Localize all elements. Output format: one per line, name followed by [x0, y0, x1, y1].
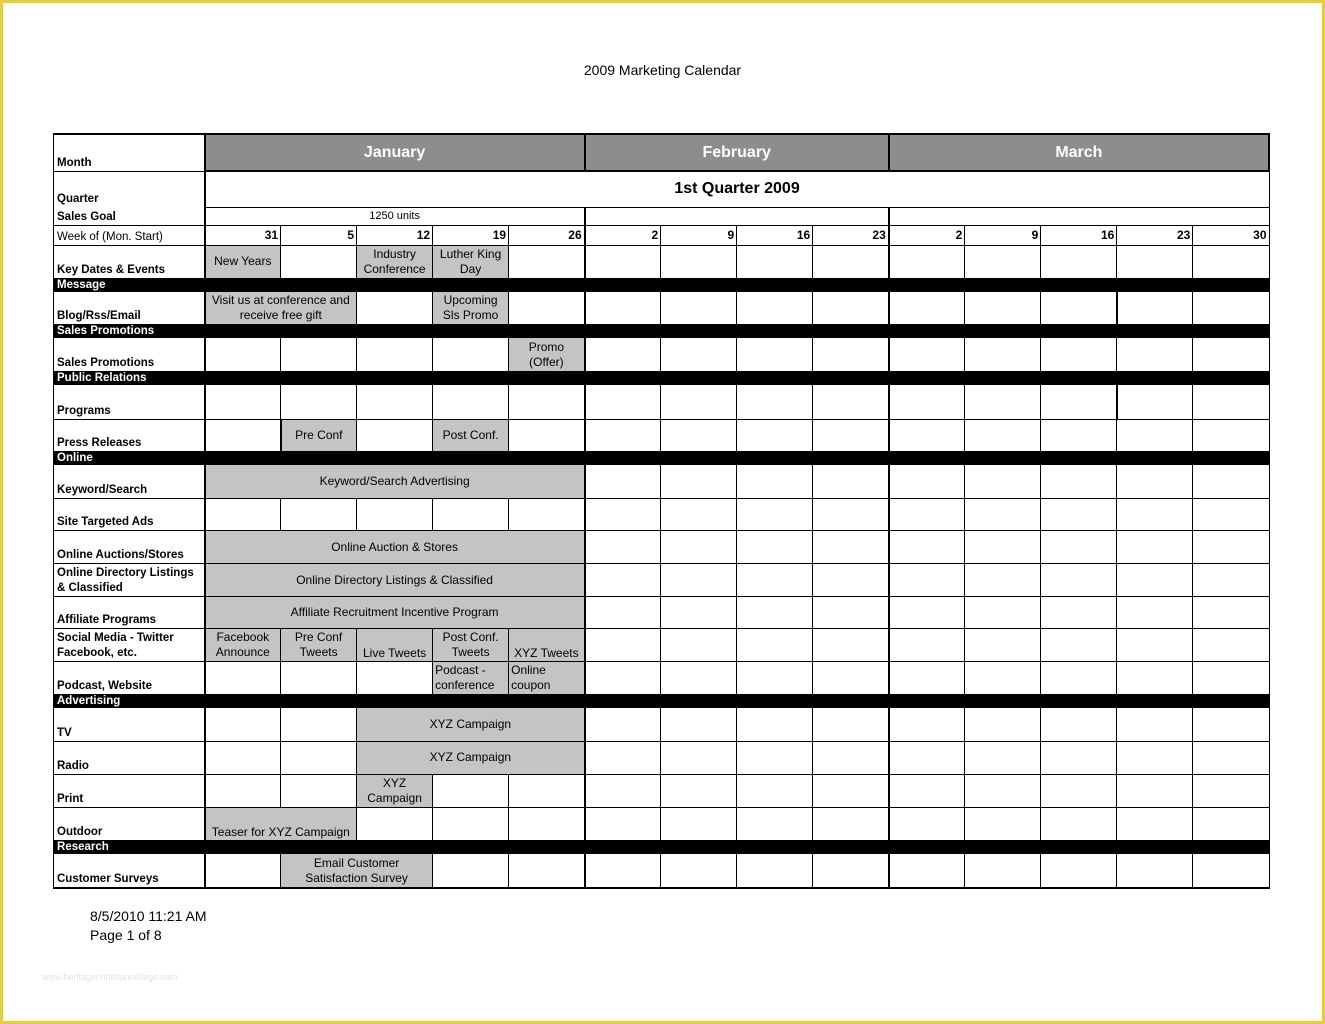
- empty-cell: [433, 338, 509, 372]
- row-label: Programs: [54, 385, 205, 419]
- empty-cell: [357, 808, 433, 841]
- month-label: Month: [54, 134, 205, 171]
- empty-cell: [1041, 292, 1117, 325]
- tv-row: [54, 707, 1270, 741]
- campaign-bar: XYZ Campaign: [357, 741, 585, 774]
- week-cell: 16: [737, 225, 813, 245]
- empty-cell: [509, 385, 585, 419]
- online-directory-row: [54, 564, 1270, 597]
- online-auctions-row: [54, 530, 1270, 563]
- row-label: Key Dates & Events: [54, 245, 205, 278]
- empty-cell: [965, 808, 1041, 841]
- empty-cell: [281, 338, 357, 372]
- empty-cell: [965, 741, 1041, 774]
- section-sales-promotions: Sales Promotions: [54, 325, 1270, 338]
- empty-cell: [1041, 564, 1117, 597]
- empty-cell: [737, 707, 813, 741]
- empty-cell: [585, 597, 661, 629]
- row-label: Blog/Rss/Email: [54, 292, 205, 325]
- campaign-bar: Online Auction & Stores: [205, 530, 585, 563]
- row-label: Radio: [54, 741, 205, 774]
- month-header-january: January: [205, 134, 585, 171]
- empty-cell: [889, 597, 965, 629]
- empty-cell: [813, 498, 889, 530]
- row-label: Customer Surveys: [54, 854, 205, 888]
- empty-cell: [585, 564, 661, 597]
- empty-cell: [205, 741, 281, 774]
- empty-cell: [737, 741, 813, 774]
- section-message: Message: [54, 279, 1270, 292]
- empty-cell: [737, 338, 813, 372]
- empty-cell: [357, 662, 433, 694]
- empty-cell: [585, 741, 661, 774]
- empty-cell: [1041, 597, 1117, 629]
- empty-cell: [357, 292, 433, 325]
- empty-cell: [1117, 292, 1193, 325]
- empty-cell: [1041, 464, 1117, 498]
- row-label: Keyword/Search: [54, 464, 205, 498]
- empty-cell: [889, 629, 965, 662]
- section-row: [54, 451, 1270, 464]
- empty-cell: [1193, 854, 1269, 888]
- empty-cell: [737, 774, 813, 807]
- empty-cell: [585, 854, 661, 888]
- section-row: [54, 279, 1270, 292]
- print-row: [54, 774, 1270, 807]
- empty-cell: [737, 464, 813, 498]
- quarter-value: 1st Quarter 2009: [205, 171, 1269, 207]
- empty-cell: [509, 854, 585, 888]
- row-label: Social Media - Twitter Facebook, etc.: [54, 629, 205, 662]
- empty-cell: [1117, 498, 1193, 530]
- empty-cell: [1117, 741, 1193, 774]
- empty-cell: [1193, 498, 1269, 530]
- section-row: [54, 694, 1270, 707]
- empty-cell: [813, 808, 889, 841]
- empty-cell: [889, 662, 965, 694]
- sales-goal-february: [585, 207, 889, 225]
- empty-cell: [889, 338, 965, 372]
- empty-cell: [281, 662, 357, 694]
- empty-cell: [205, 662, 281, 694]
- week-cell: 31: [205, 225, 281, 245]
- empty-cell: [965, 774, 1041, 807]
- row-label: Online Directory Listings & Classified: [54, 564, 205, 597]
- key-dates-row: [54, 245, 1270, 278]
- empty-cell: [889, 245, 965, 278]
- empty-cell: [965, 419, 1041, 451]
- event-cell: Post Conf. Tweets: [433, 629, 509, 662]
- empty-cell: [1041, 662, 1117, 694]
- quarter-row: [54, 171, 1270, 207]
- week-cell: 9: [965, 225, 1041, 245]
- empty-cell: [1117, 597, 1193, 629]
- empty-cell: [889, 774, 965, 807]
- empty-cell: [205, 854, 281, 888]
- programs-row: [54, 385, 1270, 419]
- empty-cell: [585, 464, 661, 498]
- event-cell: Upcoming Sls Promo: [433, 292, 509, 325]
- row-label: Sales Promotions: [54, 338, 205, 372]
- empty-cell: [965, 292, 1041, 325]
- outdoor-row: [54, 808, 1270, 841]
- empty-cell: [205, 419, 281, 451]
- footer-date: 8/5/2010 11:21 AM: [90, 908, 207, 924]
- empty-cell: [889, 564, 965, 597]
- empty-cell: [889, 464, 965, 498]
- empty-cell: [661, 498, 737, 530]
- empty-cell: [889, 385, 965, 419]
- campaign-bar: Keyword/Search Advertising: [205, 464, 585, 498]
- empty-cell: [1193, 245, 1269, 278]
- empty-cell: [1117, 419, 1193, 451]
- empty-cell: [965, 629, 1041, 662]
- week-cell: 5: [281, 225, 357, 245]
- empty-cell: [737, 662, 813, 694]
- empty-cell: [205, 498, 281, 530]
- empty-cell: [661, 629, 737, 662]
- section-row: [54, 325, 1270, 338]
- empty-cell: [357, 419, 433, 451]
- section-row: [54, 841, 1270, 854]
- row-label: Site Targeted Ads: [54, 498, 205, 530]
- empty-cell: [661, 741, 737, 774]
- empty-cell: [281, 707, 357, 741]
- empty-cell: [965, 597, 1041, 629]
- document-title: 2009 Marketing Calendar: [583, 62, 742, 78]
- empty-cell: [813, 419, 889, 451]
- empty-cell: [1193, 530, 1269, 563]
- empty-cell: [1041, 629, 1117, 662]
- empty-cell: [737, 808, 813, 841]
- empty-cell: [889, 707, 965, 741]
- empty-cell: [889, 854, 965, 888]
- empty-cell: [1117, 854, 1193, 888]
- empty-cell: [1193, 662, 1269, 694]
- empty-cell: [357, 338, 433, 372]
- empty-cell: [965, 464, 1041, 498]
- empty-cell: [737, 385, 813, 419]
- empty-cell: [205, 707, 281, 741]
- row-label: TV: [54, 707, 205, 741]
- keyword-search-row: [54, 464, 1270, 498]
- empty-cell: [281, 774, 357, 807]
- empty-cell: [965, 338, 1041, 372]
- empty-cell: [737, 597, 813, 629]
- empty-cell: [1117, 464, 1193, 498]
- month-header-march: March: [889, 134, 1269, 171]
- campaign-bar: Affiliate Recruitment Incentive Program: [205, 597, 585, 629]
- empty-cell: [1193, 385, 1269, 419]
- empty-cell: [1117, 530, 1193, 563]
- empty-cell: [585, 808, 661, 841]
- empty-cell: [509, 245, 585, 278]
- empty-cell: [813, 464, 889, 498]
- event-cell: Pre Conf Tweets: [281, 629, 357, 662]
- empty-cell: [1193, 707, 1269, 741]
- empty-cell: [585, 338, 661, 372]
- empty-cell: [1041, 530, 1117, 563]
- event-cell: Visit us at conference and receive free gift: [205, 292, 357, 325]
- empty-cell: [585, 774, 661, 807]
- empty-cell: [281, 385, 357, 419]
- empty-cell: [205, 774, 281, 807]
- empty-cell: [661, 662, 737, 694]
- campaign-bar: XYZ Campaign: [357, 774, 433, 807]
- sales-promotions-row: [54, 338, 1270, 372]
- event-cell: Industry Conference: [357, 245, 433, 278]
- empty-cell: [1193, 808, 1269, 841]
- site-targeted-ads-row: [54, 498, 1270, 530]
- section-public-relations: Public Relations: [54, 372, 1270, 385]
- week-cell: 16: [1041, 225, 1117, 245]
- empty-cell: [585, 498, 661, 530]
- empty-cell: [813, 564, 889, 597]
- empty-cell: [1117, 774, 1193, 807]
- empty-cell: [281, 498, 357, 530]
- row-label: Press Releases: [54, 419, 205, 451]
- event-cell: Promo (Offer): [509, 338, 585, 372]
- campaign-bar: Email Customer Satisfaction Survey: [281, 854, 433, 888]
- empty-cell: [813, 854, 889, 888]
- empty-cell: [813, 530, 889, 563]
- empty-cell: [1041, 419, 1117, 451]
- empty-cell: [661, 245, 737, 278]
- section-online: Online: [54, 451, 1270, 464]
- empty-cell: [585, 629, 661, 662]
- empty-cell: [357, 385, 433, 419]
- event-cell: XYZ Tweets: [509, 629, 585, 662]
- empty-cell: [661, 854, 737, 888]
- podcast-website-row: [54, 662, 1270, 694]
- week-cell: 30: [1193, 225, 1269, 245]
- event-cell: Online coupon: [509, 662, 585, 694]
- empty-cell: [813, 774, 889, 807]
- customer-surveys-row: [54, 854, 1270, 888]
- week-of-label: Week of (Mon. Start): [54, 225, 205, 245]
- empty-cell: [661, 464, 737, 498]
- week-cell: 2: [889, 225, 965, 245]
- empty-cell: [965, 707, 1041, 741]
- empty-cell: [1041, 808, 1117, 841]
- empty-cell: [1193, 597, 1269, 629]
- empty-cell: [813, 741, 889, 774]
- empty-cell: [509, 498, 585, 530]
- month-header-february: February: [585, 134, 889, 171]
- empty-cell: [1193, 419, 1269, 451]
- empty-cell: [433, 854, 509, 888]
- empty-cell: [965, 564, 1041, 597]
- empty-cell: [813, 629, 889, 662]
- empty-cell: [585, 530, 661, 563]
- empty-cell: [661, 597, 737, 629]
- empty-cell: [1193, 774, 1269, 807]
- empty-cell: [889, 419, 965, 451]
- empty-cell: [509, 292, 585, 325]
- empty-cell: [1041, 245, 1117, 278]
- campaign-bar: Teaser for XYZ Campaign: [205, 808, 357, 841]
- radio-row: [54, 741, 1270, 774]
- empty-cell: [1117, 707, 1193, 741]
- empty-cell: [585, 707, 661, 741]
- empty-cell: [661, 419, 737, 451]
- empty-cell: [737, 564, 813, 597]
- empty-cell: [889, 741, 965, 774]
- empty-cell: [889, 292, 965, 325]
- row-label: Podcast, Website: [54, 662, 205, 694]
- row-label: Print: [54, 774, 205, 807]
- empty-cell: [509, 419, 585, 451]
- empty-cell: [889, 498, 965, 530]
- row-label: Outdoor: [54, 808, 205, 841]
- empty-cell: [737, 292, 813, 325]
- empty-cell: [813, 707, 889, 741]
- empty-cell: [1041, 774, 1117, 807]
- empty-cell: [1041, 707, 1117, 741]
- week-cell: 23: [813, 225, 889, 245]
- campaign-bar: XYZ Campaign: [357, 707, 585, 741]
- footer-page-number: Page 1 of 8: [90, 927, 162, 943]
- campaign-bar: Online Directory Listings & Classified: [205, 564, 585, 597]
- empty-cell: [813, 662, 889, 694]
- empty-cell: [661, 385, 737, 419]
- empty-cell: [585, 245, 661, 278]
- empty-cell: [1117, 245, 1193, 278]
- empty-cell: [889, 530, 965, 563]
- empty-cell: [813, 292, 889, 325]
- empty-cell: [737, 530, 813, 563]
- social-media-row: [54, 629, 1270, 662]
- event-cell: Pre Conf: [281, 419, 357, 451]
- event-cell: Luther King Day: [433, 245, 509, 278]
- empty-cell: [965, 530, 1041, 563]
- empty-cell: [813, 245, 889, 278]
- empty-cell: [509, 774, 585, 807]
- empty-cell: [737, 419, 813, 451]
- empty-cell: [1041, 741, 1117, 774]
- empty-cell: [585, 662, 661, 694]
- week-cell: 12: [357, 225, 433, 245]
- empty-cell: [813, 597, 889, 629]
- empty-cell: [281, 741, 357, 774]
- row-label: Affiliate Programs: [54, 597, 205, 629]
- sales-goal-january: 1250 units: [205, 207, 585, 225]
- week-cell: 23: [1117, 225, 1193, 245]
- empty-cell: [433, 498, 509, 530]
- event-cell: Facebook Announce: [205, 629, 281, 662]
- empty-cell: [661, 707, 737, 741]
- empty-cell: [661, 338, 737, 372]
- empty-cell: [433, 808, 509, 841]
- marketing-calendar-table: [53, 133, 1270, 889]
- event-cell: Post Conf.: [433, 419, 509, 451]
- quarter-label: Quarter: [54, 171, 205, 207]
- sales-goal-label: Sales Goal: [54, 207, 205, 225]
- empty-cell: [1193, 564, 1269, 597]
- empty-cell: [433, 774, 509, 807]
- blog-row: [54, 292, 1270, 325]
- empty-cell: [661, 530, 737, 563]
- empty-cell: [433, 385, 509, 419]
- empty-cell: [357, 498, 433, 530]
- empty-cell: [585, 385, 661, 419]
- event-cell: New Years: [205, 245, 281, 278]
- week-cell: 9: [661, 225, 737, 245]
- empty-cell: [1193, 741, 1269, 774]
- row-label: Online Auctions/Stores: [54, 530, 205, 563]
- empty-cell: [813, 338, 889, 372]
- empty-cell: [1193, 629, 1269, 662]
- watermark: www.heritagechristiancollege.com: [42, 972, 178, 982]
- empty-cell: [1117, 385, 1193, 419]
- empty-cell: [661, 808, 737, 841]
- empty-cell: [1041, 854, 1117, 888]
- empty-cell: [281, 245, 357, 278]
- empty-cell: [965, 385, 1041, 419]
- event-cell: Podcast - conference: [433, 662, 509, 694]
- empty-cell: [965, 245, 1041, 278]
- empty-cell: [1117, 662, 1193, 694]
- empty-cell: [509, 808, 585, 841]
- empty-cell: [1193, 464, 1269, 498]
- sales-goal-march: [889, 207, 1269, 225]
- empty-cell: [965, 854, 1041, 888]
- press-releases-row: [54, 419, 1270, 451]
- month-row: [54, 134, 1270, 171]
- empty-cell: [1117, 564, 1193, 597]
- empty-cell: [965, 498, 1041, 530]
- empty-cell: [1041, 338, 1117, 372]
- affiliate-programs-row: [54, 597, 1270, 629]
- empty-cell: [205, 338, 281, 372]
- empty-cell: [737, 629, 813, 662]
- empty-cell: [813, 385, 889, 419]
- empty-cell: [737, 498, 813, 530]
- empty-cell: [737, 854, 813, 888]
- empty-cell: [585, 419, 661, 451]
- event-cell: Live Tweets: [357, 629, 433, 662]
- empty-cell: [965, 662, 1041, 694]
- week-cell: 19: [433, 225, 509, 245]
- empty-cell: [737, 245, 813, 278]
- empty-cell: [889, 808, 965, 841]
- empty-cell: [1041, 385, 1117, 419]
- empty-cell: [1041, 498, 1117, 530]
- week-row: [54, 225, 1270, 245]
- empty-cell: [1117, 629, 1193, 662]
- week-cell: 26: [509, 225, 585, 245]
- empty-cell: [1193, 338, 1269, 372]
- empty-cell: [661, 564, 737, 597]
- sales-goal-row: [54, 207, 1270, 225]
- empty-cell: [661, 292, 737, 325]
- empty-cell: [661, 774, 737, 807]
- section-row: [54, 372, 1270, 385]
- empty-cell: [205, 385, 281, 419]
- week-cell: 2: [585, 225, 661, 245]
- section-advertising: Advertising: [54, 694, 1270, 707]
- section-research: Research: [54, 841, 1270, 854]
- empty-cell: [585, 292, 661, 325]
- empty-cell: [1193, 292, 1269, 325]
- empty-cell: [1117, 808, 1193, 841]
- empty-cell: [1117, 338, 1193, 372]
